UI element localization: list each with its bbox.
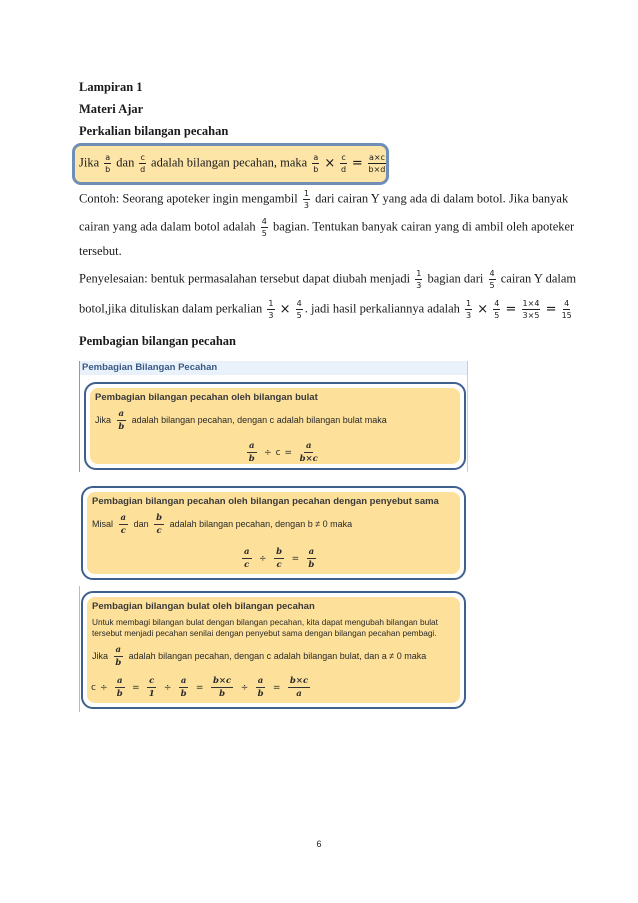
page-number: 6 — [316, 839, 322, 849]
example-line-2: cairan yang ada dalam botol adalah $\frac{4}{5}$ bagian. Tentukan banyak cairan yang di ambil oleh apoteker — [79, 217, 575, 238]
def-equals: = — [351, 156, 363, 171]
def-frac-result: $\frac{a\times c}{b\times d}$ — [368, 153, 386, 174]
box3-formula: c ÷ $\frac{a}{b}$ = $\frac{c}{1}$ ÷ $\frac{a}{b}$ = $\frac{b\times c}{b}$ ÷ $\frac{a}{b}$ = $\frac{b\times c}{a}$ — [91, 676, 309, 699]
def-frac-ab2: $\frac{a}{b}$ — [313, 153, 319, 174]
def-times: × — [324, 156, 336, 171]
heading-perkalian: Perkalian bilangan pecahan — [79, 124, 229, 138]
example-line-3: tersebut. — [79, 244, 122, 258]
box1-frame — [84, 382, 466, 470]
example-line-1: Contoh: Seorang apoteker ingin mengambil $\frac{1}{3}$ dari cairan Y yang ada di dalam botol. Jika banyak — [79, 189, 569, 210]
heading-materi-ajar: Materi Ajar — [79, 102, 144, 116]
solution-line-2: botol,jika dituliskan dalam perkalian $\frac{1}{3}$ × $\frac{4}{5}$ . jadi hasil perkaliannya adalah $\frac{1}{3}$ × $\frac{4}{5}$ = $\frac{1\times 4}{3\times 5}$ = $\frac{4}{15}$ — [79, 299, 572, 320]
figure-border-left — [79, 586, 80, 712]
banner-bar — [80, 361, 467, 375]
box3-title: Pembagian bilangan bulat oleh bilangan pecahan — [92, 601, 315, 612]
box3-para-1: Untuk membagi bilangan bulat dengan bilangan pecahan, kita dapat mengubah bilangan bulat — [92, 617, 438, 627]
box2-frame — [81, 486, 466, 580]
box3-statement: Jika $\frac{a}{b}$ adalah bilangan pecahan, dengan c adalah bilangan bulat, dan a ≠ 0 maka — [92, 645, 427, 668]
box1-title: Pembagian bilangan pecahan oleh bilangan bulat — [95, 392, 318, 403]
def-frac-cd2: $\frac{c}{d}$ — [341, 153, 347, 174]
def-jika: Jika — [79, 155, 100, 170]
box3-frame — [81, 591, 466, 709]
heading-lampiran: Lampiran 1 — [79, 80, 143, 94]
example-frac-1-3: $\frac{1}{3}$ — [303, 189, 309, 210]
figure-box-1 — [79, 361, 468, 472]
box1-statement: Jika $\frac{a}{b}$ adalah bilangan pecahan, dengan c adalah bilangan bulat maka — [95, 409, 387, 432]
solution-line-1: Penyelesaian: bentuk permasalahan tersebut dapat diubah menjadi $\frac{1}{3}$ bagian dari $\frac{4}{5}$ cairan Y dalam — [79, 269, 577, 290]
def-dan: dan — [116, 155, 135, 170]
def-frac-ab: $\frac{a}{b}$ — [105, 153, 111, 174]
definition-line — [79, 152, 388, 175]
box1-formula: $\frac{a}{b}$ ÷ c = $\frac{a}{b\times c}$ — [248, 441, 318, 464]
box2-formula: $\frac{a}{c}$ ÷ $\frac{b}{c}$ = $\frac{a}{b}$ — [244, 547, 315, 570]
box2-statement: Misal $\frac{a}{c}$ dan $\frac{b}{c}$ adalah bilangan pecahan, dengan b ≠ 0 maka — [92, 513, 353, 536]
banner-title: Pembagian Bilangan Pecahan — [82, 362, 218, 373]
example-frac-4-5: $\frac{4}{5}$ — [261, 217, 267, 238]
heading-pembagian: Pembagian bilangan pecahan — [79, 334, 236, 348]
def-rest: adalah bilangan pecahan, maka — [151, 155, 308, 170]
box2-title: Pembagian bilangan pecahan oleh bilangan pecahan dengan penyebut sama — [92, 496, 439, 507]
def-frac-cd: $\frac{c}{d}$ — [140, 153, 146, 174]
box3-para-2: tersebut menjadi pecahan senilai dengan penyebut sama dengan bilangan pecahan pembagi. — [92, 628, 437, 638]
